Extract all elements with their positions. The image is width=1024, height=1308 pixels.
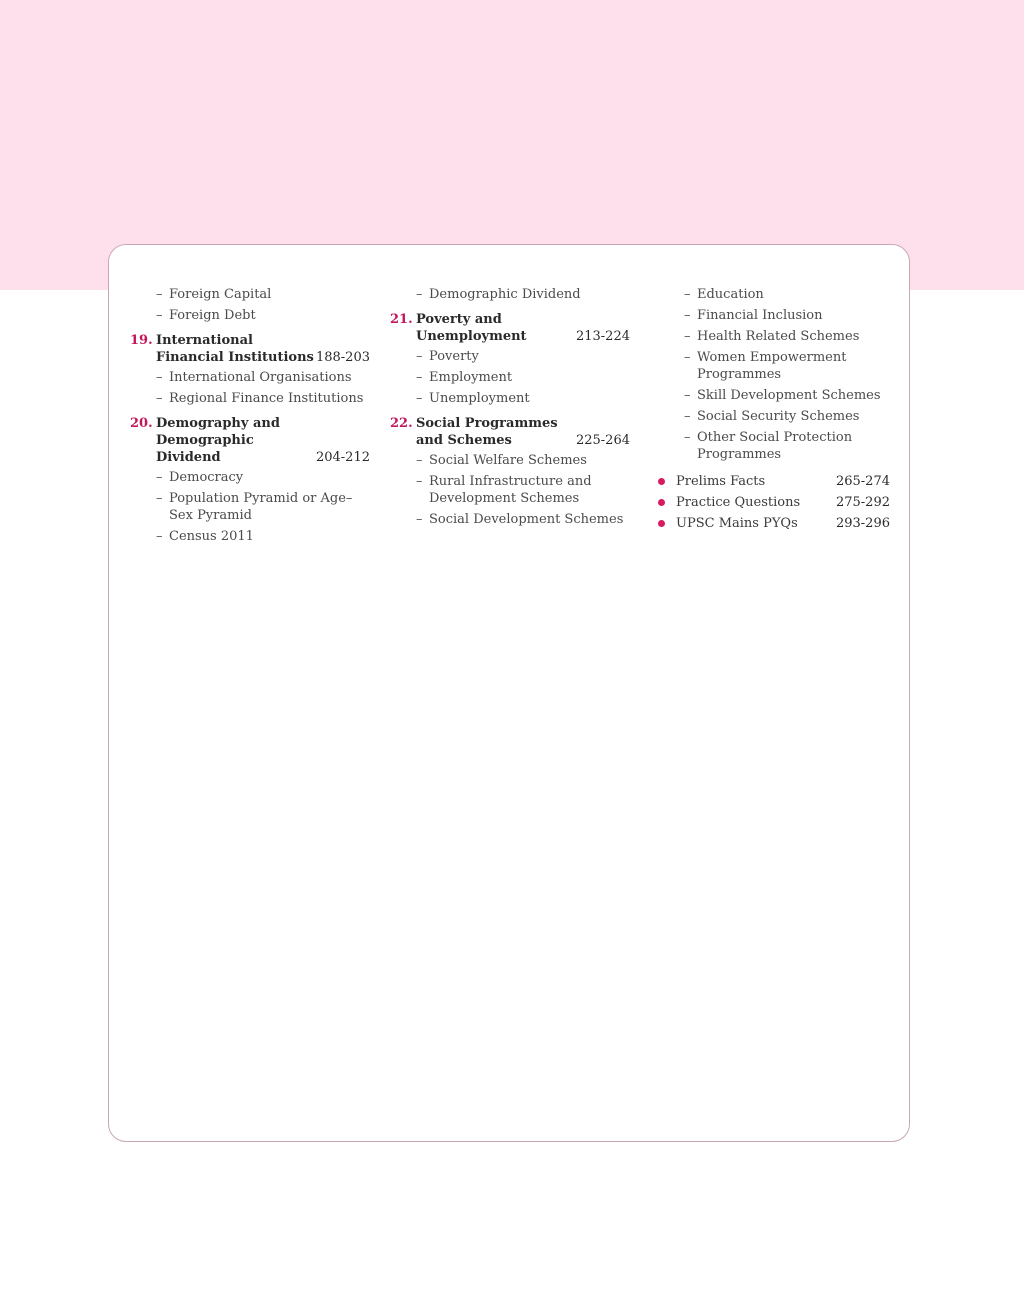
toc-subitem: – Other Social Protection Programmes <box>684 430 853 462</box>
chapter-number: 21. <box>390 312 413 327</box>
chapter-pages: 204-212 <box>315 450 370 465</box>
toc-subitem: – Health Related Schemes <box>684 329 860 344</box>
chapter-title: Social Programmes and Schemes <box>416 416 558 448</box>
chapter-title: Demography and Demographic Dividend <box>156 416 280 465</box>
toc-subitem: – Population Pyramid or Age–Sex Pyramid <box>156 491 353 523</box>
appendix-list <box>658 473 890 532</box>
chapter-title: International Financial Institutions <box>156 333 314 365</box>
toc-subitem: – Census 2011 <box>156 529 254 544</box>
toc-subitem: – Foreign Capital <box>156 287 272 302</box>
chapter-number: 22. <box>390 416 413 431</box>
toc-subitem: – Poverty <box>416 349 479 364</box>
toc-subitem: – Employment <box>416 370 513 385</box>
contents-column-1 <box>130 286 370 549</box>
toc-entry-prelims-facts[interactable] <box>658 473 890 490</box>
toc-subitem: – Skill Development Schemes <box>684 388 881 403</box>
toc-subitem: – Social Welfare Schemes <box>416 453 587 468</box>
appendix-pages: 275-292 <box>835 495 890 510</box>
appendix-pages: 265-274 <box>835 474 890 489</box>
toc-entry-practice-questions[interactable] <box>658 494 890 511</box>
toc-subitem: – Demographic Dividend <box>416 287 581 302</box>
toc-subitem: – Education <box>684 287 764 302</box>
appendix-pages: 293-296 <box>835 516 890 531</box>
toc-subitem: – Women Empowerment Programmes <box>684 350 847 382</box>
toc-entry-upsc-mains-pyqs[interactable] <box>658 515 890 532</box>
toc-entry-19[interactable] <box>130 332 370 366</box>
chapter-pages: 188-203 <box>315 350 370 365</box>
contents-column-2 <box>390 286 630 532</box>
toc-subitem: – Social Development Schemes <box>416 512 624 527</box>
toc-entry-20[interactable] <box>130 415 370 466</box>
chapter-title: Poverty and Unemployment <box>416 312 527 344</box>
toc-subitem: – Foreign Debt <box>156 308 256 323</box>
chapter-pages: 225-264 <box>575 433 630 448</box>
toc-subitem: – Unemployment <box>416 391 530 406</box>
toc-subitem: – Social Security Schemes <box>684 409 860 424</box>
bullet-icon <box>658 520 665 527</box>
toc-entry-21[interactable] <box>390 311 630 345</box>
toc-entry-22[interactable] <box>390 415 630 449</box>
bullet-icon <box>658 478 665 485</box>
toc-subitem: – International Organisations <box>156 370 352 385</box>
appendix-label: Prelims Facts <box>676 474 766 489</box>
bullet-icon <box>658 499 665 506</box>
toc-subitem: – Democracy <box>156 470 244 485</box>
toc-subitem: – Financial Inclusion <box>684 308 823 323</box>
chapter-number: 20. <box>130 416 153 431</box>
toc-subitem: – Regional Finance Institutions <box>156 391 364 406</box>
contents-column-3 <box>658 286 890 536</box>
toc-subitem: – Rural Infrastructure and Development Schemes <box>416 474 592 506</box>
chapter-number: 19. <box>130 333 153 348</box>
appendix-label: UPSC Mains PYQs <box>676 516 798 531</box>
appendix-label: Practice Questions <box>676 495 801 510</box>
chapter-pages: 213-224 <box>575 329 630 344</box>
